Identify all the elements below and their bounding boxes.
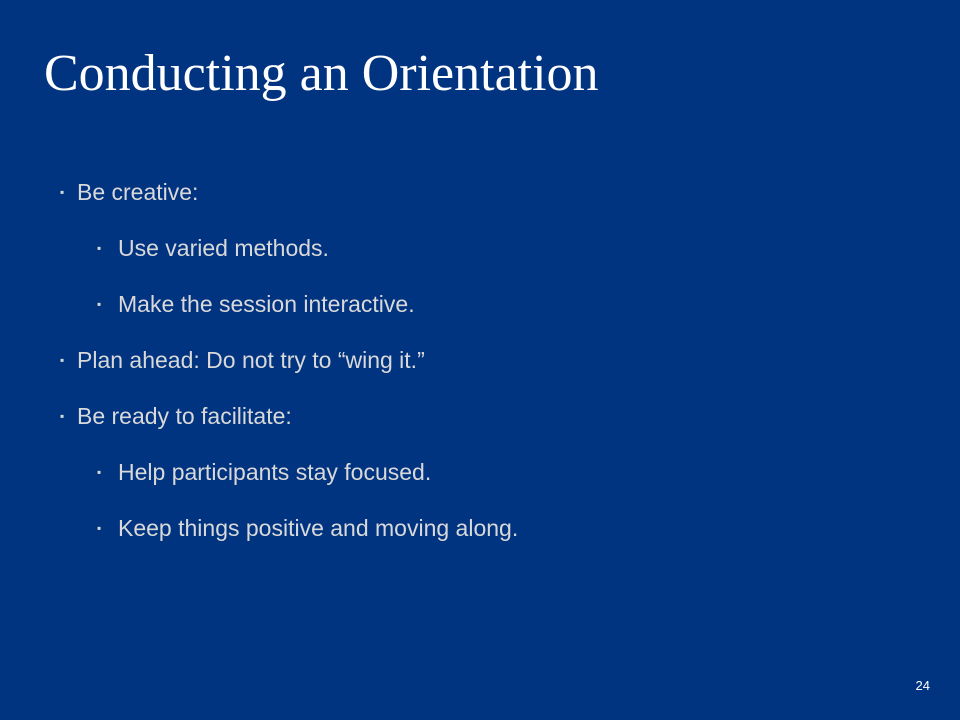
bullet-item (60, 178, 198, 206)
square-bullet-icon: ▪ (60, 353, 65, 367)
square-bullet-icon: ▪ (97, 241, 102, 255)
sub-bullet-item (97, 234, 329, 262)
bullet-text: Help participants stay focused. (118, 459, 432, 485)
square-bullet-icon: ▪ (60, 409, 65, 423)
sub-bullet-item (97, 514, 518, 542)
square-bullet-icon: ▪ (60, 185, 65, 199)
square-bullet-icon: ▪ (97, 297, 102, 311)
bullet-text: Use varied methods. (118, 235, 329, 261)
sub-bullet-item (97, 290, 415, 318)
bullet-text: Be ready to facilitate: (77, 403, 292, 429)
bullet-item (60, 402, 292, 430)
page-number: 24 (915, 678, 930, 693)
bullet-text: Plan ahead: Do not try to “wing it.” (77, 347, 425, 373)
bullet-text: Make the session interactive. (118, 291, 415, 317)
bullet-item (60, 346, 425, 374)
square-bullet-icon: ▪ (97, 465, 102, 479)
bullet-text: Keep things positive and moving along. (118, 515, 519, 541)
sub-bullet-item (97, 458, 431, 486)
slide-title: Conducting an Orientation (44, 45, 599, 102)
square-bullet-icon: ▪ (97, 521, 102, 535)
bullet-text: Be creative: (77, 179, 199, 205)
